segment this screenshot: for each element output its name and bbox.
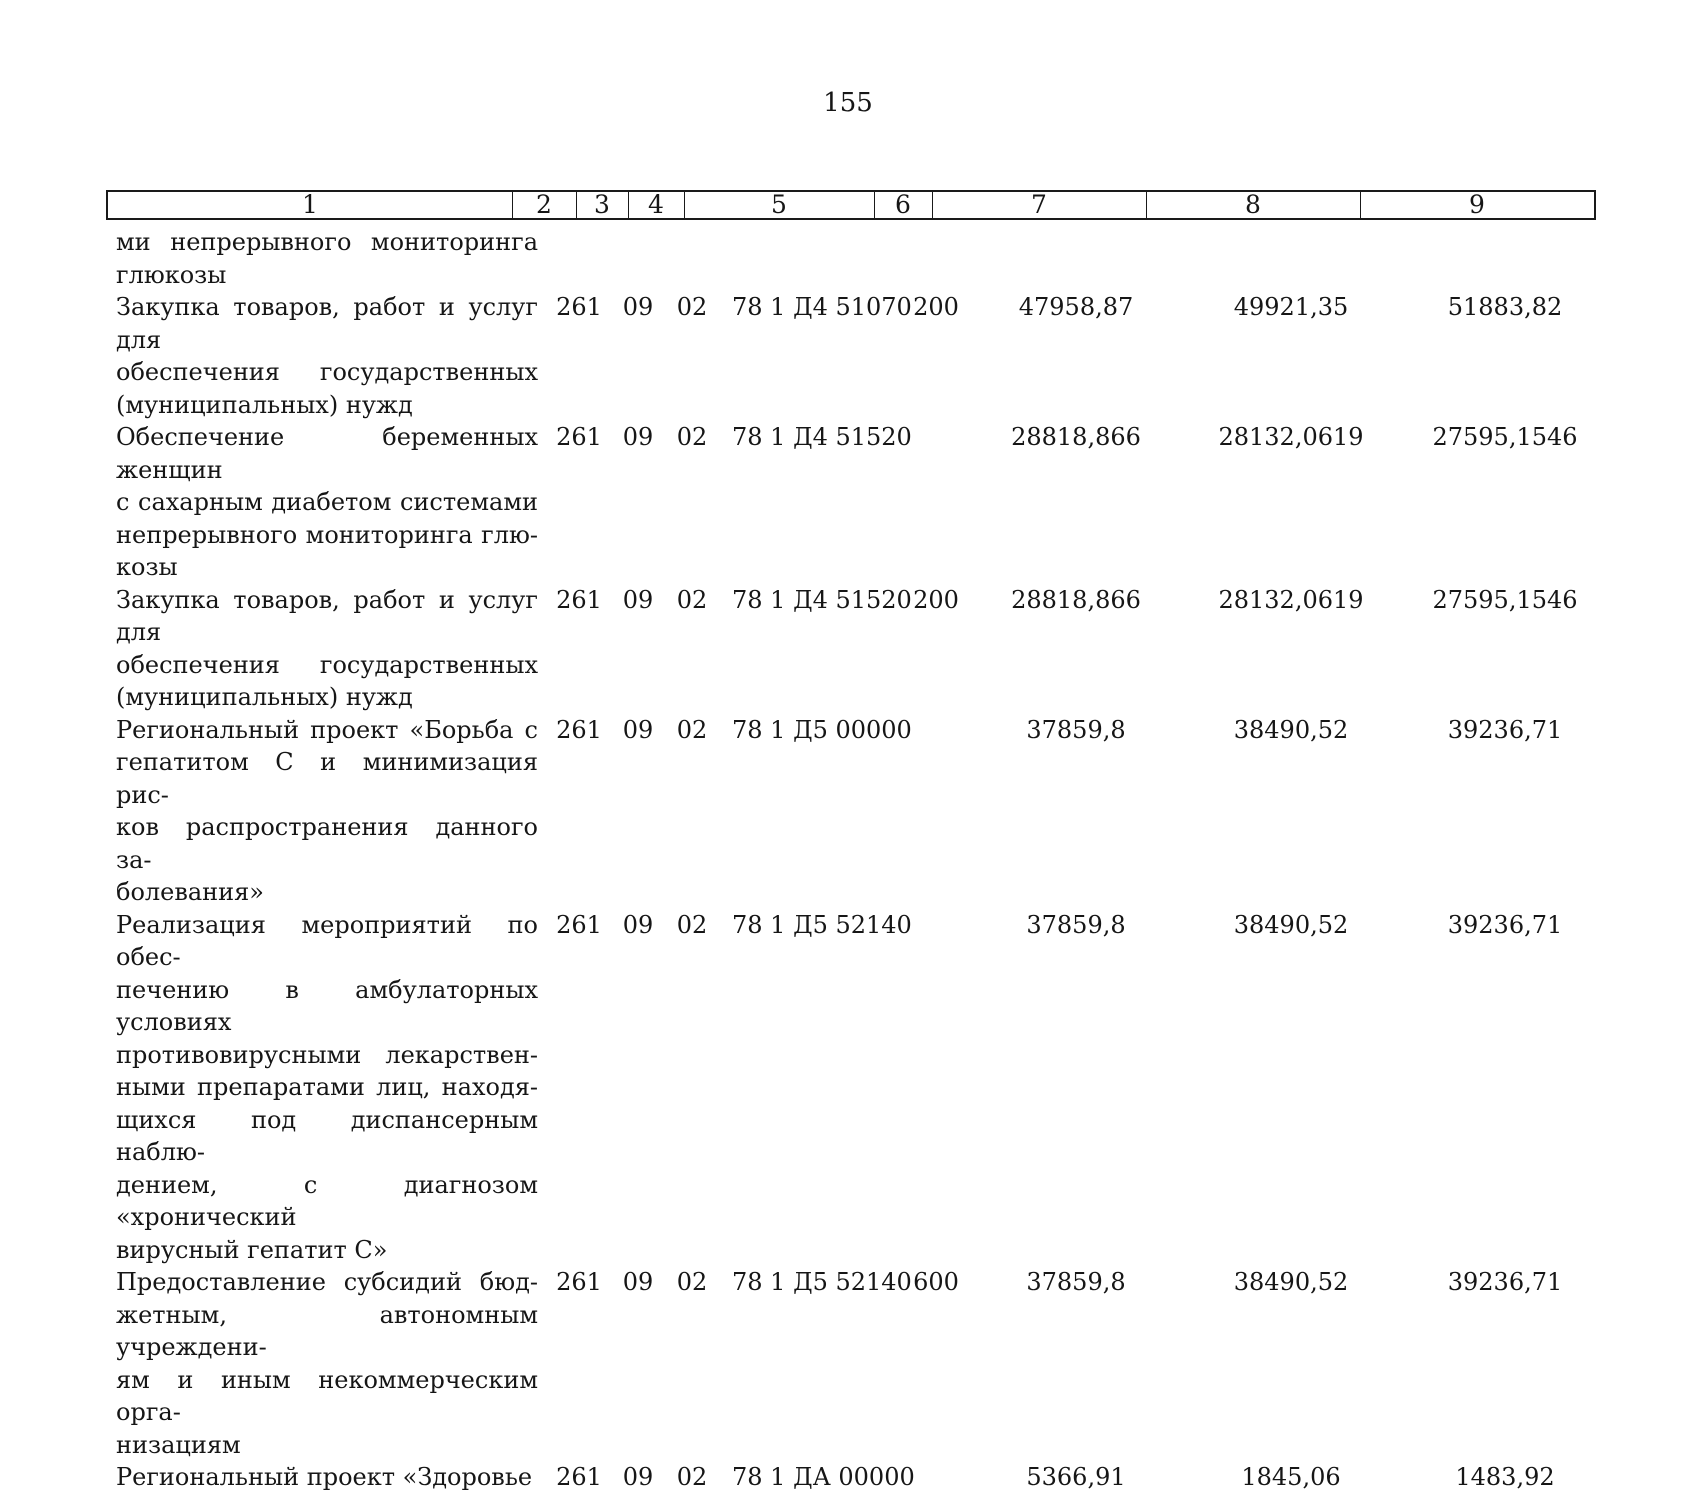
cell-col-6: 200 [913, 585, 959, 614]
cell-col-8: 1845,06 [1241, 1463, 1341, 1491]
cell-col-7: 28818,866 [1011, 585, 1141, 614]
description-line: обеспечения государственных [116, 358, 538, 386]
description-line: гепатитом С и минимизация рис- [116, 748, 538, 809]
cell-col-4: 02 [676, 423, 708, 451]
header-col-9: 9 [1469, 190, 1485, 219]
cell-col-3: 09 [622, 423, 654, 451]
row-description [116, 1461, 538, 1494]
description-line: козы [116, 553, 178, 581]
description-line: ными препаратами лиц, находя- [116, 1073, 538, 1101]
description-line: (муниципальных) нужд [116, 683, 413, 711]
description-line: низациям [116, 1430, 241, 1459]
header-col-5: 5 [771, 190, 787, 219]
cell-col-7: 28818,866 [1011, 423, 1141, 451]
row-description [116, 291, 538, 421]
cell-col-3: 09 [622, 715, 654, 744]
description-line: ков распространения данного за- [116, 813, 538, 874]
cell-col-7: 37859,8 [1026, 715, 1126, 744]
description-line: Региональный проект «Здоровье [116, 1463, 533, 1491]
cell-col-2: 261 [556, 585, 602, 614]
description-line: с сахарным диабетом системами [116, 488, 538, 516]
cell-col-5: 78 1 Д4 51520 [732, 423, 912, 451]
cell-col-5: 78 1 Д4 51520 [732, 585, 912, 614]
description-line: печению в амбулаторных условиях [116, 975, 538, 1036]
description-line: болевания» [116, 878, 264, 906]
description-line: противовирусными лекарствен- [116, 1040, 538, 1069]
page-number: 155 [823, 88, 873, 118]
description-line: дением, с диагнозом «хронический [116, 1170, 538, 1231]
cell-col-8: 49921,35 [1233, 293, 1349, 321]
cell-col-3: 09 [622, 910, 654, 939]
description-line: ми непрерывного мониторинга [116, 228, 538, 256]
cell-col-2: 261 [556, 1463, 602, 1491]
table-row [0, 1461, 1696, 1494]
cell-col-9: 39236,71 [1447, 1268, 1563, 1296]
cell-col-8: 38490,52 [1233, 715, 1349, 744]
table-body [0, 226, 1696, 1494]
cell-col-3: 09 [622, 293, 654, 321]
cell-col-9: 27595,1546 [1432, 423, 1578, 451]
cell-col-5: 78 1 Д5 52140 [732, 1268, 912, 1296]
description-line: Реализация мероприятий по обес- [116, 910, 538, 971]
description-line: (муниципальных) нужд [116, 390, 413, 419]
cell-col-2: 261 [556, 1268, 602, 1296]
cell-col-4: 02 [676, 910, 708, 939]
table-row [0, 584, 1696, 714]
cell-col-5: 78 1 Д5 52140 [732, 910, 912, 939]
description-line: Закупка товаров, работ и услуг для [116, 293, 538, 354]
cell-col-9: 51883,82 [1447, 293, 1563, 321]
header-col-3: 3 [594, 190, 610, 219]
table-row [0, 909, 1696, 1267]
table-row [0, 1266, 1696, 1461]
cell-col-8: 28132,0619 [1218, 423, 1364, 451]
description-line: вирусный гепатит С» [116, 1235, 388, 1264]
header-col-2: 2 [536, 190, 552, 219]
cell-col-7: 47958,87 [1018, 293, 1134, 321]
cell-col-7: 5366,91 [1026, 1463, 1126, 1491]
header-col-1: 1 [302, 190, 318, 219]
cell-col-8: 38490,52 [1233, 910, 1349, 939]
row-description [116, 584, 538, 714]
description-line: Предоставление субсидий бюд- [116, 1268, 538, 1296]
description-line: непрерывного мониторинга глю- [116, 520, 538, 549]
cell-col-4: 02 [676, 585, 708, 614]
cell-col-9: 39236,71 [1447, 910, 1563, 939]
cell-col-3: 09 [622, 1268, 654, 1296]
description-line: Обеспечение беременных женщин [116, 423, 538, 484]
cell-col-6: 200 [913, 293, 959, 321]
cell-col-5: 78 1 Д4 51070 [732, 293, 912, 321]
cell-col-3: 09 [622, 1463, 654, 1491]
cell-col-2: 261 [556, 910, 602, 939]
table-row [0, 291, 1696, 421]
description-line: ям и иным некоммерческим орга- [116, 1365, 538, 1426]
header-col-8: 8 [1245, 190, 1261, 219]
cell-col-7: 37859,8 [1026, 910, 1126, 939]
cell-col-2: 261 [556, 423, 602, 451]
cell-col-8: 28132,0619 [1218, 585, 1364, 614]
row-description [116, 909, 538, 1267]
cell-col-9: 39236,71 [1447, 715, 1563, 744]
cell-col-9: 27595,1546 [1432, 585, 1578, 614]
description-line: щихся под диспансерным наблю- [116, 1105, 538, 1166]
description-line: Закупка товаров, работ и услуг для [116, 585, 538, 646]
cell-col-5: 78 1 Д5 00000 [732, 715, 912, 744]
cell-col-8: 38490,52 [1233, 1268, 1349, 1296]
header-col-4: 4 [648, 190, 664, 219]
cell-col-4: 02 [676, 1463, 708, 1491]
table-row [0, 714, 1696, 909]
header-col-7: 7 [1031, 190, 1047, 219]
row-description [116, 421, 538, 584]
row-description [116, 714, 538, 909]
cell-col-7: 37859,8 [1026, 1268, 1126, 1296]
cell-col-3: 09 [622, 585, 654, 614]
cell-col-4: 02 [676, 715, 708, 744]
cell-col-2: 261 [556, 715, 602, 744]
table-row [0, 226, 1696, 291]
description-line: обеспечения государственных [116, 650, 538, 679]
row-description [116, 1266, 538, 1461]
cell-col-9: 1483,92 [1455, 1463, 1555, 1491]
row-description [116, 226, 538, 291]
description-line: жетным, автономным учреждени- [116, 1300, 538, 1361]
description-line: Региональный проект «Борьба с [116, 715, 538, 744]
cell-col-2: 261 [556, 293, 602, 321]
cell-col-4: 02 [676, 293, 708, 321]
cell-col-5: 78 1 ДА 00000 [732, 1463, 915, 1491]
table-row [0, 421, 1696, 584]
cell-col-6: 600 [913, 1268, 959, 1296]
cell-col-4: 02 [676, 1268, 708, 1296]
table-header-row [106, 190, 1596, 220]
header-col-6: 6 [895, 190, 911, 219]
description-line: глюкозы [116, 260, 227, 289]
